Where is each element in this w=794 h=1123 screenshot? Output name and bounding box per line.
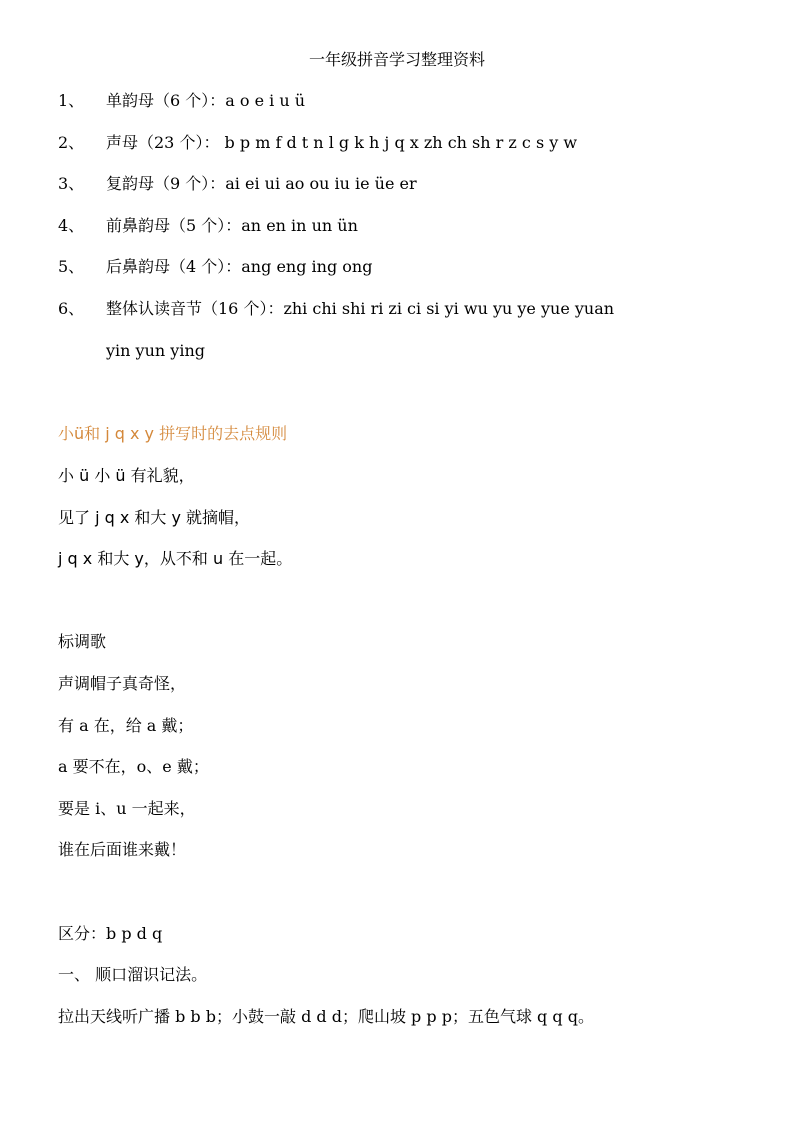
list-item-4: [58, 214, 358, 238]
tone-song-line-3: a 要不在，o、e 戴；: [58, 757, 209, 776]
distinguish-heading: 区分：b p d q: [58, 924, 163, 943]
list-item-6: [58, 297, 614, 321]
list-text: 整体认读音节（16 个）：zhi chi shi ri zi ci si yi wu yu ye yue yuan: [106, 299, 615, 318]
tone-song-heading: 标调歌: [58, 632, 107, 651]
rule-line-3: j q x 和大 y，从不和 u 在一起。: [58, 549, 293, 568]
list-number: 5、: [58, 257, 85, 276]
list-number: 2、: [58, 133, 85, 152]
rule-heading: 小ü和 j q x y 拼写时的去点规则: [58, 424, 288, 443]
page-title: 一年级拼音学习整理资料: [308, 50, 485, 69]
list-number: 1、: [58, 91, 85, 110]
list-text: 声母（23 个）： b p m f d t n l g k h j q x zh ch sh r z c s y w: [106, 133, 578, 152]
rule-line-1: 小 ü 小 ü 有礼貌，: [58, 466, 195, 485]
rule-line-2: 见了 j q x 和大 y 就摘帽，: [58, 508, 251, 527]
tone-song-line-2: 有 a 在，给 a 戴；: [58, 716, 194, 735]
tone-song-line-5: 谁在后面谁来戴！: [58, 840, 187, 859]
distinguish-method: 一、 顺口溜识记法。: [58, 965, 208, 984]
list-number: 6、: [58, 299, 85, 318]
list-text: 单韵母（6 个）：a o e i u ü: [106, 91, 306, 110]
list-text: 后鼻韵母（4 个）：ang eng ing ong: [106, 257, 373, 276]
list-text: 复韵母（9 个）：ai ei ui ao ou iu ie üe er: [106, 174, 417, 193]
list-item-2: [58, 131, 577, 155]
list-number: 3、: [58, 174, 85, 193]
list-item-5: [58, 255, 372, 279]
list-item-6-continuation: yin yun ying: [106, 341, 205, 360]
list-number: 4、: [58, 216, 85, 235]
list-item-1: [58, 89, 305, 113]
tone-song-line-4: 要是 i、u 一起来，: [58, 799, 196, 818]
distinguish-rhyme: 拉出天线听广播 b b b；小鼓一敲 d d d；爬山坡 p p p；五色气球 q q q。: [58, 1007, 594, 1026]
list-item-3: [58, 172, 417, 196]
tone-song-line-1: 声调帽子真奇怪，: [58, 674, 187, 693]
list-text: 前鼻韵母（5 个）：an en in un ün: [106, 216, 358, 235]
